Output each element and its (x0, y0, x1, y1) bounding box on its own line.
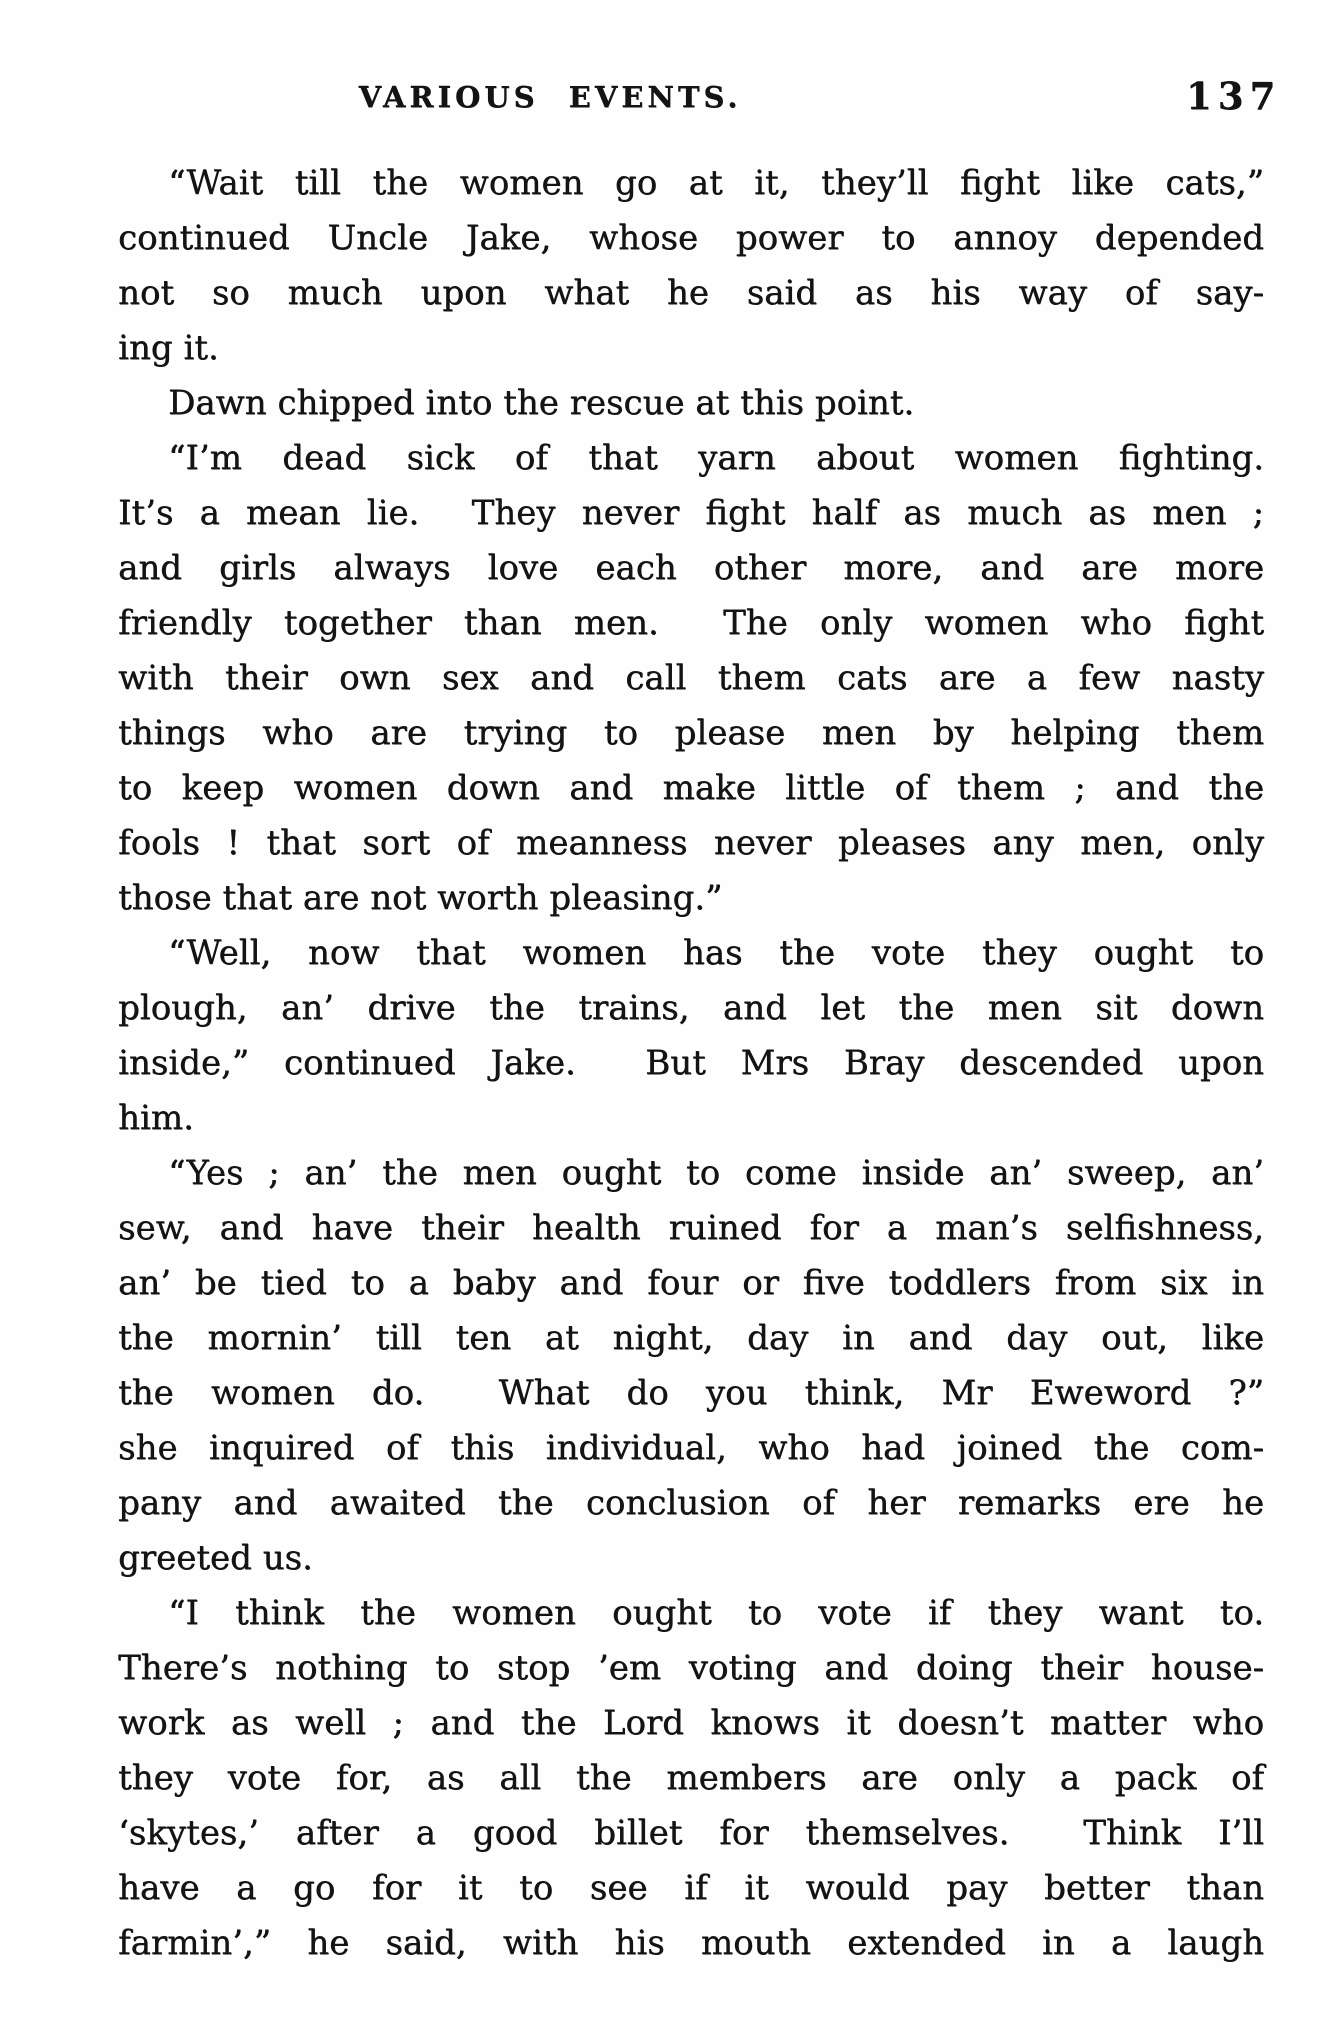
text-line: Dawn chipped into the rescue at this point. (168, 383, 915, 423)
text-line: have a go for it to see if it would pay better than (118, 1868, 1264, 1908)
text-line: and girls always love each other more, and are more (118, 548, 1264, 588)
text-line: pany and awaited the conclusion of her remarks ere he (118, 1483, 1264, 1523)
text-line: not so much upon what he said as his way of say- (118, 273, 1264, 313)
text-line: “Well, now that women has the vote they ought to (168, 933, 1264, 973)
text-line: “Yes ; an’ the men ought to come inside an’ sweep, an’ (168, 1153, 1264, 1193)
text-line: those that are not worth pleasing.” (118, 878, 723, 918)
text-line: greeted us. (118, 1538, 313, 1578)
text-line: inside,” continued Jake. But Mrs Bray descended upon (118, 1043, 1264, 1083)
text-line: him. (118, 1098, 194, 1138)
text-line: an’ be tied to a baby and four or five toddlers from six in (118, 1263, 1264, 1303)
text-line: they vote for, as all the members are only a pack of (118, 1758, 1264, 1798)
text-line: to keep women down and make little of them ; and the (118, 768, 1264, 808)
text-line: friendly together than men. The only women who fight (118, 603, 1264, 643)
text-line: ‘skytes,’ after a good billet for themselves. Think I’ll (118, 1813, 1264, 1853)
text-line: with their own sex and call them cats are a few nasty (118, 658, 1264, 698)
text-line: “I’m dead sick of that yarn about women fighting. (168, 438, 1264, 478)
text-line: There’s nothing to stop ’em voting and doing their house- (118, 1648, 1264, 1688)
text-line: continued Uncle Jake, whose power to annoy depended (118, 218, 1264, 258)
text-line: plough, an’ drive the trains, and let the men sit down (118, 988, 1264, 1028)
text-line: “Wait till the women go at it, they’ll fight like cats,” (168, 163, 1264, 203)
text-line: the women do. What do you think, Mr Eweword ?” (118, 1373, 1264, 1413)
text-line: farmin’,” he said, with his mouth extended in a laugh (118, 1923, 1264, 1963)
text-line: she inquired of this individual, who had joined the com- (118, 1428, 1264, 1468)
running-head: VARIOUS EVENTS. (358, 80, 742, 114)
text-line: sew, and have their health ruined for a man’s selfishness, (118, 1208, 1264, 1248)
text-line: work as well ; and the Lord knows it doesn’t matter who (118, 1703, 1264, 1743)
text-line: fools ! that sort of meanness never pleases any men, only (118, 823, 1264, 863)
text-line: It’s a mean lie. They never fight half as much as men ; (118, 493, 1264, 533)
text-line: the mornin’ till ten at night, day in and day out, like (118, 1318, 1264, 1358)
text-line: “I think the women ought to vote if they want to. (168, 1593, 1264, 1633)
page-number: 137 (1186, 74, 1282, 118)
text-line: things who are trying to please men by helping them (118, 713, 1264, 753)
page-text (118, 156, 1264, 1971)
text-line: ing it. (118, 328, 219, 368)
